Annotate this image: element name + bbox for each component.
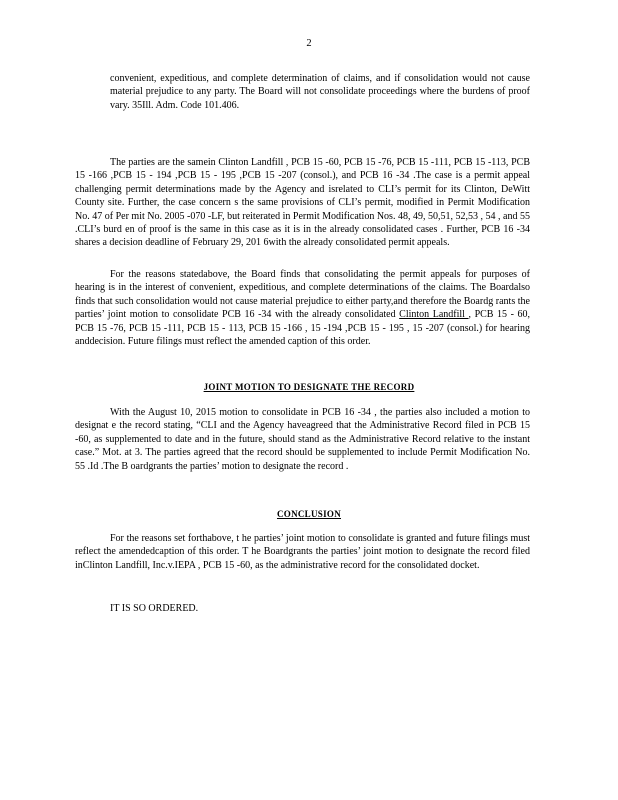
paragraph-text xyxy=(75,268,530,348)
paragraph-text: For the reasons set forthabove, t he parties’ joint motion to consolidate is granted and future filings must reflect the amendedcaption of this order. T he Boardgrants the parties’ joint motion to designate the record filed inClinton Landfill, Inc.v.IEPA , PCB 15 -60, as the administrative record for the consolidated docket. xyxy=(75,533,530,571)
paragraph-conclusion xyxy=(75,532,530,572)
heading-text: CONCLUSION xyxy=(276,509,341,519)
page-number: 2 xyxy=(306,38,312,49)
paragraph-text: convenient, expeditious, and complete determination of claims, and if consolidation would not cause material prejudice to any party. The Board will not consolidate proceedings where the burdens of proof vary. 35Ill. Adm. Code 101.406. xyxy=(110,73,530,111)
paragraph-consolidation-standard xyxy=(110,72,530,112)
paragraph-designate-record xyxy=(75,406,530,473)
paragraph-parties xyxy=(75,156,530,250)
heading-text: JOINT MOTION TO DESIGNATE THE RECORD xyxy=(203,382,415,392)
paragraph-board-finding xyxy=(75,268,530,348)
text-segment: , PCB 15 - 60, PCB 15 -76, PCB 15 -111, PCB 15 - 113, PCB 15 -166 , 15 -194 ,PCB 15 - 195 , 15 -207 (consol.) for hearing anddecision. Future filings must reflect the amended caption of this order. xyxy=(75,309,530,348)
paragraph-so-ordered xyxy=(75,602,530,615)
section-heading-conclusion xyxy=(0,508,618,521)
paragraph-text: IT IS SO ORDERED. xyxy=(110,603,199,614)
case-name: Clinton Landfill xyxy=(399,309,469,321)
paragraph-text: With the August 10, 2015 motion to consolidate in PCB 16 -34 , the parties also included a motion to designat e the record stating, “CLI and the Agency haveagreed that the Administrative Record filed in PCB 15 -60, as supplemented to date and in the future, should stand as the Administrative Record relative to the instant case.” Mot. at 3. The parties agreed that the record should be supplemented to include Permit Modification No. 55 .Id .The B oardgrants the parties’ motion to designate the record . xyxy=(75,407,530,472)
paragraph-text: The parties are the samein Clinton Landfill , PCB 15 -60, PCB 15 -76, PCB 15 -111, PCB 15 -113, PCB 15 -166 ,PCB 15 - 194 ,PCB 15 - 195 ,PCB 15 -207 (consol.), and PCB 16 -34 .The case is a permit appeal challenging permit determinations made by the Agency and isrelated to CLI’s permit for its Clinton, DeWitt County site. Further, the case concern s the same provisions of CLI’s permit, modified in Permit Modification No. 47 of Per mit No. 2005 -070 -LF, but reiterated in Permit Modification Nos. 48, 49, 50,51, 52,53 , 54 , and 55 .CLI’s burd en of proof is the same in this case as it is in the already consolidated cases . Further, PCB 16 -34 shares a decision deadline of February 29, 201 6with the already consolidated permit appeals. xyxy=(75,157,530,249)
text-segment: For the reasons statedabove, the Board finds that consolidating the permit appeals for purposes of hearing is in the interest of convenient, expeditious, and complete determinations of the claims. The Boardalso finds that such consolidation would not cause material prejudice to either party,and therefore the Boardg rants the parties’ joint motion to consolidate PCB 16 -34 with the already consolidated xyxy=(75,269,530,321)
section-heading-joint-motion xyxy=(0,381,618,394)
